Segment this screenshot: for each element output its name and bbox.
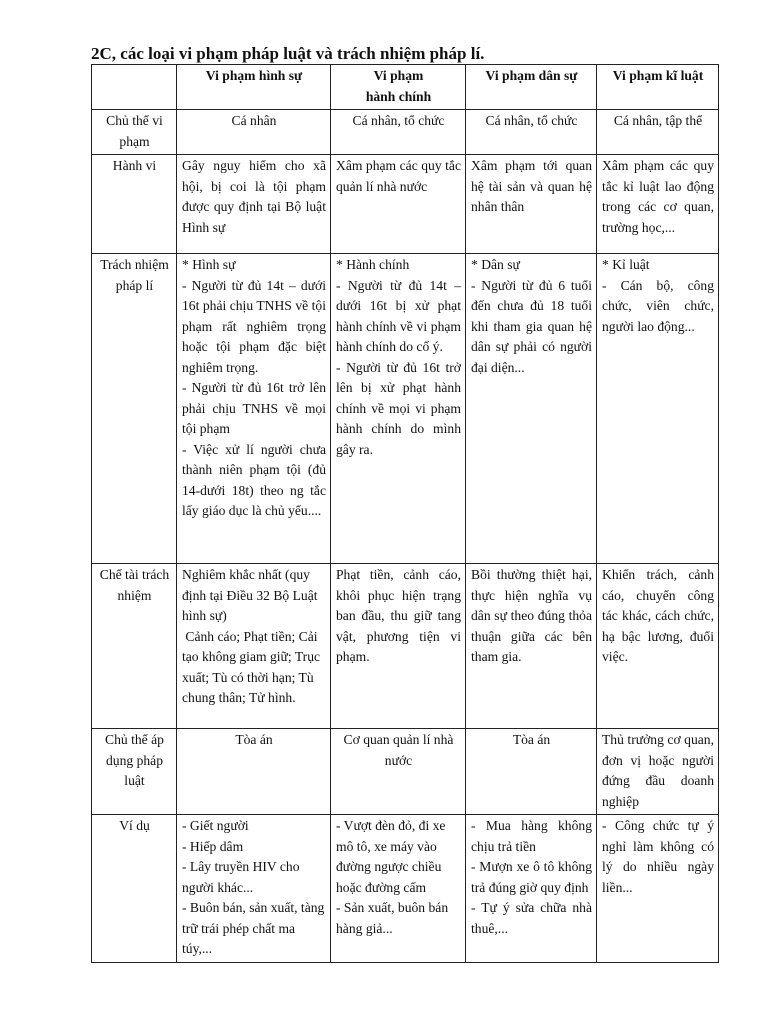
cell-line: - Người từ đủ 14t – dưới 16t bị xử phạt hành chính về vi phạm hành chính do cố ý. — [336, 277, 461, 354]
cell-line: - Mua hàng không chịu trả tiền — [471, 818, 592, 854]
table-cell: Xâm phạm các quy tắc quản lí nhà nước — [331, 155, 466, 254]
row-label-sanctions: Chế tài trách nhiệm — [92, 564, 177, 729]
table-cell — [597, 254, 719, 564]
table-cell — [466, 254, 597, 564]
header-civil: Vi phạm dân sự — [466, 65, 597, 110]
cell-line: * Hành chính — [336, 257, 410, 272]
table-row — [92, 729, 719, 815]
table-cell: - Công chức tự ý nghỉ làm không có lý do nhiều ngày liền... — [597, 815, 719, 963]
table-cell — [331, 815, 466, 963]
cell-line: - Mượn xe ô tô không trả đúng giờ quy định — [471, 859, 592, 895]
table-row — [92, 254, 719, 564]
header-disciplinary: Vi phạm kĩ luật — [597, 65, 719, 110]
cell-line: Cảnh cáo; Phạt tiền; Cải tạo không giam giữ; Trục xuất; Tù có thời hạn; Tù chung thân; Tử hình. — [182, 628, 324, 705]
header-criminal: Vi phạm hình sự — [177, 65, 331, 110]
table-cell: Cá nhân, tập thể — [597, 110, 719, 155]
cell-line: - Việc xử lí người chưa thành niên phạm tội (đủ 14-dưới 18t) theo ng tắc lấy giáo dục là chủ yếu.... — [182, 441, 326, 518]
cell-line: - Người từ đủ 6 tuổi đến chưa đủ 18 tuổi khi tham gia quan hệ dân sự phải có người đại diện... — [471, 277, 592, 375]
cell-line: - Buôn bán, sản xuất, tàng trữ trái phép chất ma túy,... — [182, 900, 325, 956]
cell-line: - Hiếp dâm — [182, 838, 244, 854]
table-row — [92, 564, 719, 729]
table-row — [92, 155, 719, 254]
table-row — [92, 110, 719, 155]
table-cell — [466, 815, 597, 963]
cell-line: - Giết người — [182, 818, 249, 833]
table-cell: Phạt tiền, cảnh cáo, khôi phục hiện trạng ban đầu, thu giữ tang vật, phương tiện vi phạm. — [331, 564, 466, 729]
table-cell: Cá nhân, tổ chức — [331, 110, 466, 155]
table-cell: Bồi thường thiệt hại, thực hiện nghĩa vụ dân sự theo đúng thỏa thuận giữa các bên tham gia. — [466, 564, 597, 729]
row-label-liability: Trách nhiệm pháp lí — [92, 254, 177, 564]
table-cell — [177, 254, 331, 564]
table-cell: Gây nguy hiểm cho xã hội, bị coi là tội phạm được quy định tại Bộ luật Hình sự — [177, 155, 331, 254]
cell-line: * Hình sự — [182, 257, 236, 272]
row-label-enforcer: Chủ thể áp dụng pháp luật — [92, 729, 177, 815]
table-cell: Xâm phạm tới quan hệ tài sản và quan hệ nhân thân — [466, 155, 597, 254]
cell-line: Nghiêm khắc nhất (quy định tại Điều 32 Bộ Luật hình sự) — [182, 567, 318, 623]
cell-line: - Người từ đủ 16t trở lên phải chịu TNHS về mọi tội phạm — [182, 380, 326, 436]
table-cell: Tòa án — [466, 729, 597, 815]
header-administrative: Vi phạm hành chính — [331, 65, 466, 110]
table-cell: Xâm phạm các quy tắc kỉ luật lao động trong các cơ quan, trường học,... — [597, 155, 719, 254]
row-label-subject: Chủ thể vi phạm — [92, 110, 177, 155]
cell-line: - Vượt đèn đỏ, đi xe mô tô, xe máy vào đường ngược chiều hoặc đường cấm — [336, 818, 446, 895]
cell-line: - Tự ý sửa chữa nhà thuê,... — [471, 900, 592, 936]
table-cell: Cá nhân — [177, 110, 331, 155]
row-label-examples: Ví dụ — [92, 815, 177, 963]
table-cell — [177, 815, 331, 963]
row-label-behavior: Hành vi — [92, 155, 177, 254]
cell-line: - Lây truyền HIV cho người khác... — [182, 859, 300, 895]
table-cell: Cá nhân, tổ chức — [466, 110, 597, 155]
table-cell — [177, 564, 331, 729]
violations-table — [91, 64, 719, 963]
table-row — [92, 815, 719, 963]
table-cell: Tòa án — [177, 729, 331, 815]
table-cell: Cơ quan quản lí nhà nước — [331, 729, 466, 815]
table-cell: Thủ trưởng cơ quan, đơn vị hoặc người đứng đầu doanh nghiệp — [597, 729, 719, 815]
cell-line: * Kỉ luật — [602, 257, 650, 272]
cell-line: * Dân sự — [471, 257, 520, 272]
table-header-row — [92, 65, 719, 110]
cell-line: - Cán bộ, công chức, viên chức, người lao động... — [602, 277, 714, 334]
cell-line: - Sản xuất, buôn bán hàng giả... — [336, 900, 449, 936]
cell-line: - Người từ đủ 14t – dưới 16t phải chịu TNHS về tội phạm rất nghiêm trọng hoặc tội phạm đặc biệt nghiêm trọng. — [182, 277, 326, 375]
cell-line: - Người từ đủ 16t trở lên bị xử phạt hành chính về mọi vi phạm hành chính do mình gây ra. — [336, 359, 461, 457]
table-cell: Khiển trách, cảnh cáo, chuyển công tác khác, cách chức, hạ bậc lương, đuổi việc. — [597, 564, 719, 729]
table-cell — [331, 254, 466, 564]
document-title: 2C, các loại vi phạm pháp luật và trách nhiệm pháp lí. — [91, 44, 485, 63]
header-corner — [92, 65, 177, 110]
